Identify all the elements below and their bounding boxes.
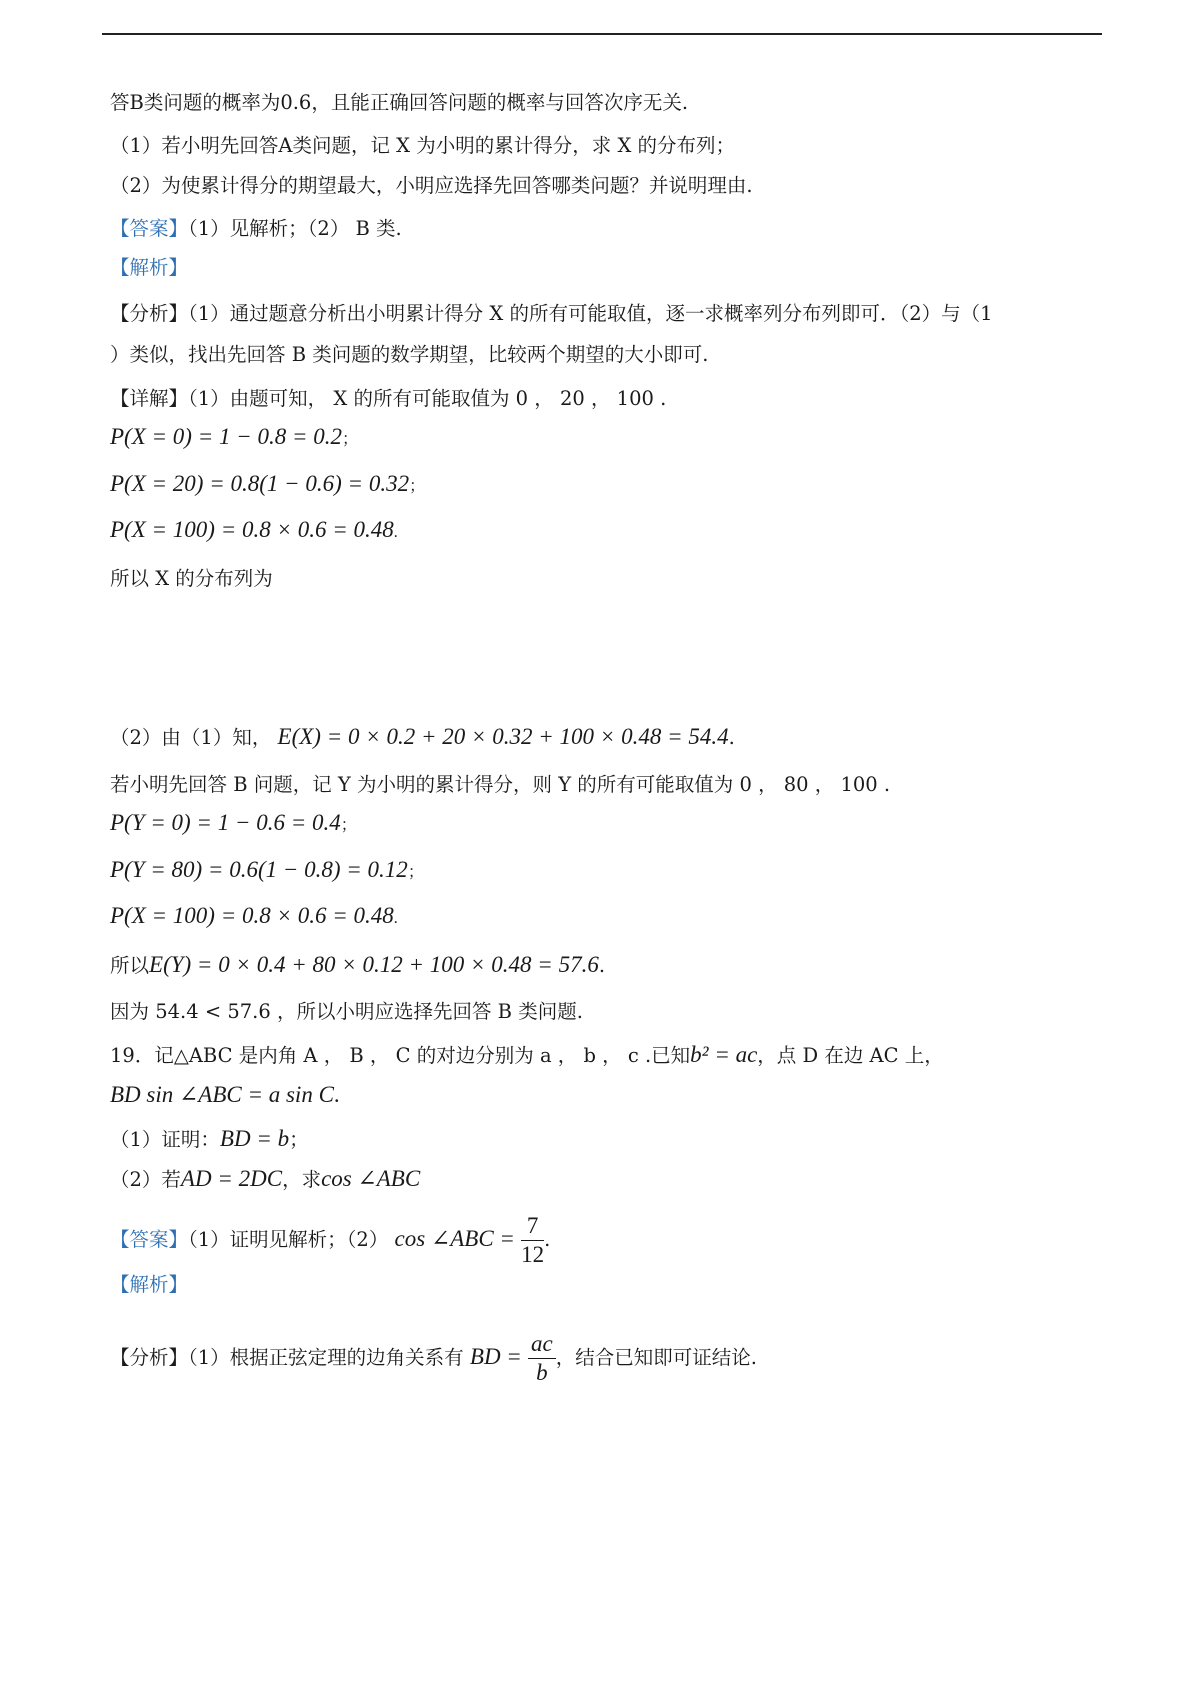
distribution-intro: 所以 X 的分布列为 [110,567,273,590]
question-1: （1）若小明先回答A类问题，记 X 为小明的累计得分，求 X 的分布列； [110,134,736,157]
top-rule [102,33,1102,35]
expectation-x: E(X) = 0 × 0.2 + 20 × 0.32 + 100 × 0.48 = 54.4 [277,724,729,749]
detail-line: 【详解】（1）由题可知， X 的所有可能取值为 0 ， 20 ， 100 . [110,387,667,410]
question-19: 19．记△ABC 是内角 A ， B ， C 的对边分别为 a ， b ， c .已知b² = ac，点 D 在边 AC 上， [110,1042,944,1067]
question-19-part1: （1）证明：BD = b； [110,1126,309,1151]
equation-px100: P(X = 100) = 0.8 × 0.6 = 0.48. [110,517,398,542]
answer-2-lhs: cos ∠ABC = [394,1226,515,1251]
equation-px100-b: P(X = 100) = 0.8 × 0.6 = 0.48. [110,903,398,928]
conclusion-line: 因为 54.4 < 57.6 ，所以小明应选择先回答 B 类问题. [110,1000,583,1023]
expectation-y: E(Y) = 0 × 0.4 + 80 × 0.12 + 100 × 0.48 = 57.6 [149,952,599,977]
expectation-y-line: 所以E(Y) = 0 × 0.4 + 80 × 0.12 + 100 × 0.48 = 57.6. [110,952,606,977]
question-2: （2）为使累计得分的期望最大，小明应选择先回答哪类问题？并说明理由. [110,174,753,197]
question-19-part2: （2）若AD = 2DC，求cos ∠ABC [110,1166,421,1191]
fenxi-line-2: 【分析】（1）根据正弦定理的边角关系有 BD = $\frac{ac}{b}$ ，结合已知即可证结论. [110,1331,757,1385]
analysis-tag-2: 【解析】 [110,1273,189,1296]
question-19-condition: BD sin ∠ABC = a sin C. [110,1082,340,1107]
equation-px0: P(X = 0) = 1 − 0.8 = 0.2； [110,424,359,449]
analysis-tag-1: 【解析】 [110,256,189,279]
expectation-x-line: （2）由（1）知， E(X) = 0 × 0.2 + 20 × 0.32 + 100 × 0.48 = 54.4. [110,724,735,749]
answer-line-2: 【答案】（1）证明见解析；（2） cos ∠ABC = $\frac{7}{12}$ . [110,1213,551,1267]
equation-px20: P(X = 20) = 0.8(1 − 0.6) = 0.32； [110,471,426,496]
y-values-line: 若小明先回答 B 问题，记 Y 为小明的累计得分，则 Y 的所有可能取值为 0 ， 80 ， 100 . [110,773,891,796]
fenxi-line-1-cont: ）类似，找出先回答 B 类问题的数学期望，比较两个期望的大小即可. [110,343,709,366]
equation-py80: P(Y = 80) = 0.6(1 − 0.8) = 0.12； [110,857,424,882]
fenxi-line-1: 【分析】（1）通过题意分析出小明累计得分 X 的所有可能取值，逐一求概率列分布列即可．（2）与（1 [110,302,993,325]
fraction-ac-b: $\frac{ac}{b}$ [528,1330,556,1387]
answer-line-1: 【答案】（1）见解析；（2） B 类. [110,217,402,240]
text-line: 答B类问题的概率为0.6，且能正确回答问题的概率与回答次序无关. [110,91,689,114]
fraction-7-12: $\frac{7}{12}$ [521,1213,545,1267]
equation-py0: P(Y = 0) = 1 − 0.6 = 0.4； [110,810,357,835]
answer-tag: 【答案】 [110,217,189,240]
